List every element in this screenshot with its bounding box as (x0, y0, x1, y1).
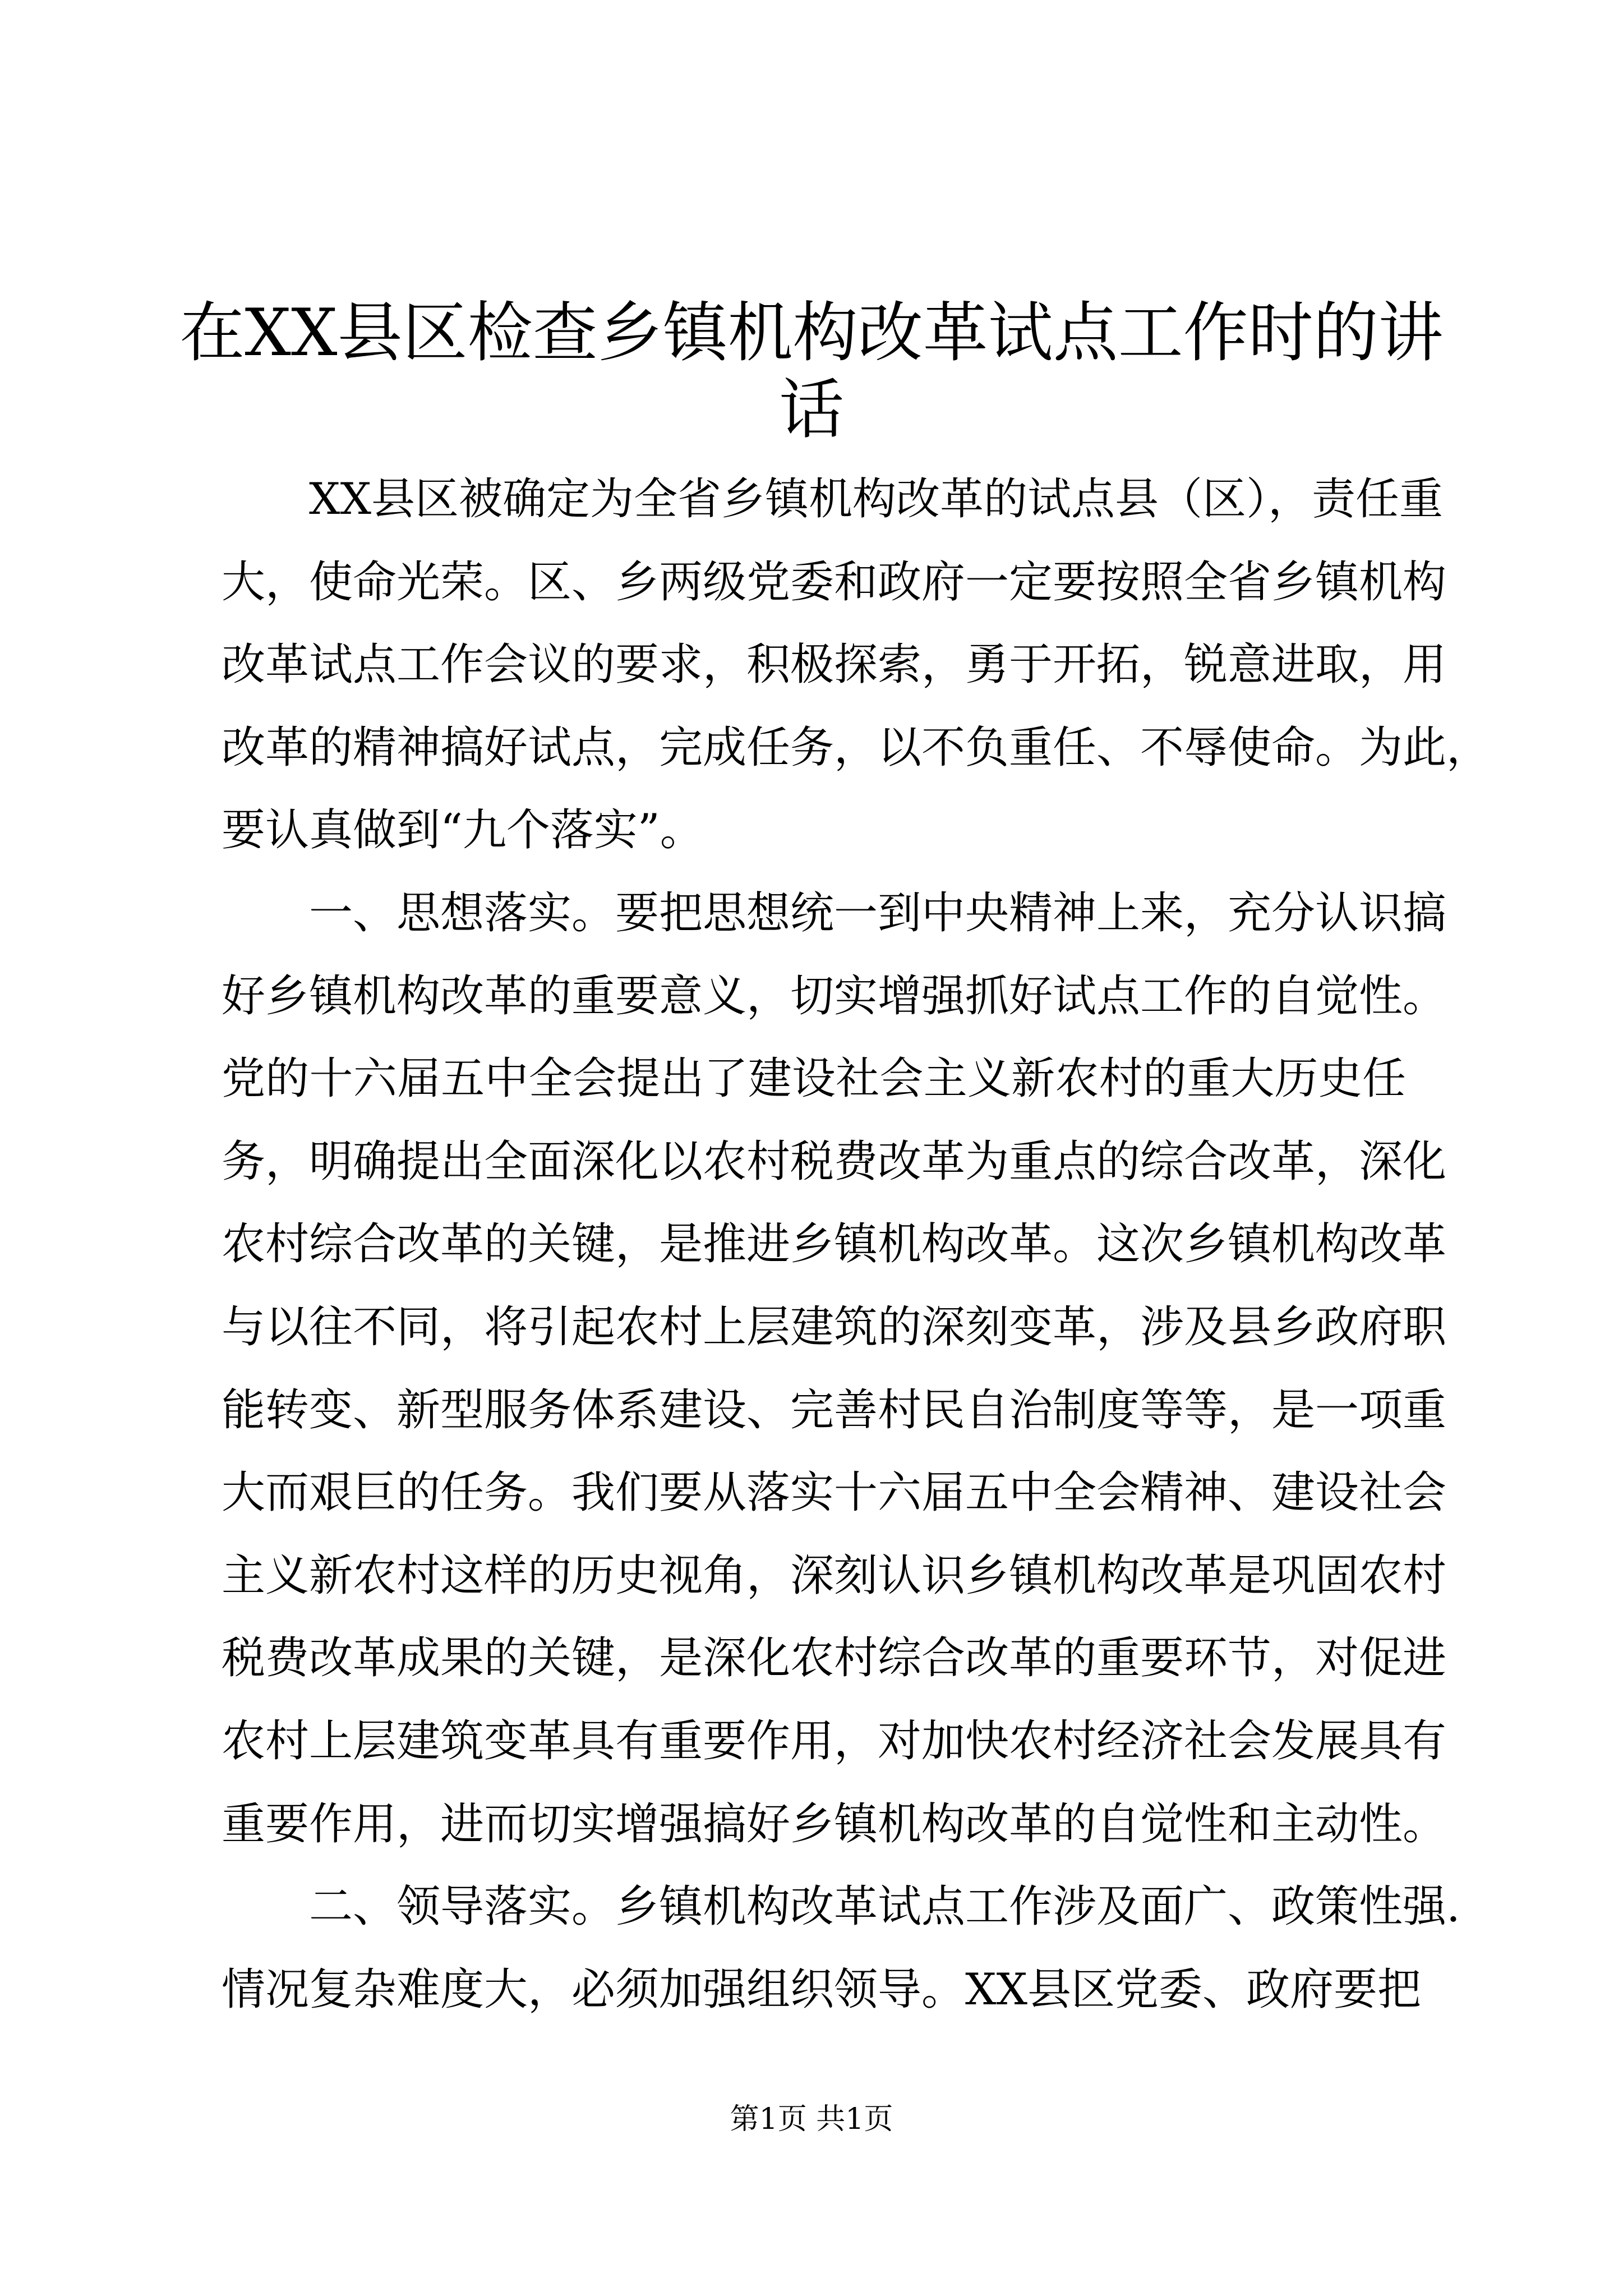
text-line: 务，明确提出全面深化以农村税费改革为重点的综合改革，深化 (222, 1136, 1447, 1187)
text-line: 党的十六届五中全会提出了建设社会主义新农村的重大历史任 (222, 1053, 1406, 1105)
text-line: 改革的精神搞好试点，完成任务，以不负重任、不辱使命。为此， (222, 722, 1491, 773)
text-line: 能转变、新型服务体系建设、完善村民自治制度等等，是一项重 (222, 1384, 1447, 1435)
text-line: 二、领导落实。乡镇机构改革试点工作涉及面广、政策性强. (309, 1881, 1460, 1932)
paragraph (222, 1866, 1460, 2031)
text-line: 要认真做到“九个落实”。 (222, 805, 704, 856)
document-page (0, 295, 1623, 2031)
text-line: 改革试点工作会议的要求，积极探索，勇于开拓，锐意进取，用 (222, 639, 1447, 691)
text-line: 重要作用，进而切实增强搞好乡镇机构改革的自觉性和主动性。 (222, 1798, 1447, 1849)
title-line: 话 (779, 372, 844, 448)
text-line: 农村综合改革的关键，是推进乡镇机构改革。这次乡镇机构改革 (222, 1219, 1447, 1270)
text-line: 主义新农村这样的历史视角，深刻认识乡镇机构改革是巩固农村 (222, 1550, 1447, 1601)
paragraph (222, 458, 1491, 872)
text-line: 一、思想落实。要把思想统一到中央精神上来，充分认识搞 (309, 887, 1447, 938)
title-line: 在XX县区检查乡镇机构改革试点工作时的讲 (179, 295, 1444, 371)
document-body (222, 458, 1491, 2031)
text-line: 情况复杂难度大，必须加强组织领导。XX县区党委、政府要把 (222, 1964, 1422, 2015)
document-title (0, 295, 1623, 448)
text-line: 税费改革成果的关键，是深化农村综合改革的重要环节，对促进 (222, 1633, 1447, 1684)
text-line: 与以往不同，将引起农村上层建筑的深刻变革，涉及县乡政府职 (222, 1301, 1447, 1352)
text-line: 大而艰巨的任务。我们要从落实十六届五中全会精神、建设社会 (222, 1467, 1447, 1519)
text-line: XX县区被确定为全省乡镇机构改革的试点县（区），责任重 (309, 474, 1444, 524)
page-footer: 第1页 共1页 (730, 2102, 893, 2136)
paragraph (222, 872, 1447, 1866)
text-line: 农村上层建筑变革具有重要作用，对加快农村经济社会发展具有 (222, 1715, 1447, 1766)
text-line: 大，使命光荣。区、乡两级党委和政府一定要按照全省乡镇机构 (222, 556, 1447, 608)
text-line: 好乡镇机构改革的重要意义，切实增强抓好试点工作的自觉性。 (222, 970, 1447, 1022)
